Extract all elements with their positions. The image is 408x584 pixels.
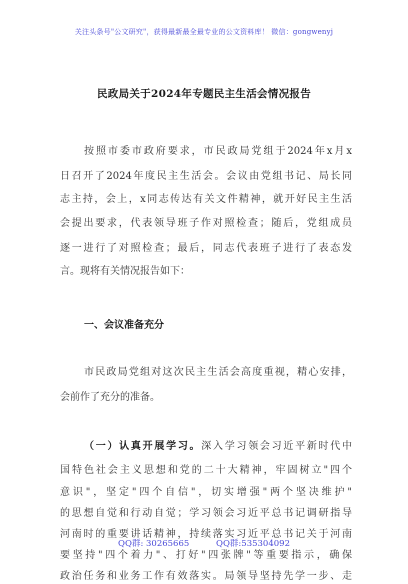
subsection-text: 深入学习领会习近平新时代中 [201, 441, 352, 452]
intro-line: 日召开了2024年度民主生活会。会议由党组书记、局长同 [60, 171, 352, 182]
intro-line: 言。现将有关情况报告如下： [60, 266, 190, 277]
intro-line: 会提出要求，代表领导班子作对照检查；随后，党组成员 [60, 218, 352, 229]
subsection-line: 意识"，坚定"四个自信"，切实增强"两个坚决维护" [60, 487, 352, 498]
intro-line: 志主持，会上，x同志传达有关文件精神，就开好民主生活 [60, 194, 352, 205]
header-banner: 关注头条号"公文研究"，获得最新最全最专业的公文资料库！ 微信：gongwenyj [74, 28, 334, 36]
subsection-heading: （一）认真开展学习。 [84, 441, 202, 452]
footer-contacts [0, 537, 408, 549]
subsection-line: 要坚持"四个着力"、打好"四张牌"等重要指示，确保 [60, 550, 352, 561]
section-line: 会前作了充分的准备。 [60, 392, 160, 403]
subsection-line: 河南时的重要讲话精神，持续落实习近平总书记关于河南 [60, 529, 352, 540]
subsection-line: 国特色社会主义思想和党的二十大精神，牢固树立"四个 [60, 465, 352, 476]
footer-qq-group-2: QQ群:535304092 [216, 539, 290, 549]
subsection-line: 政治任务和业务工作有效落实。局领导坚持先学一步、走 [60, 571, 352, 582]
intro-line: 逐一进行了对照检查；最后，同志代表班子进行了表态发 [60, 243, 352, 254]
footer-qq-group-1: QQ群: 30265665 [118, 539, 190, 549]
document-title: 民政局关于2024年专题民主生活会情况报告 [96, 88, 312, 100]
intro-line: 按照市委市政府要求，市民政局党组于2024年x月x [84, 146, 352, 157]
section-line: 市民政局党组对这次民主生活会高度重视，精心安排， [84, 367, 352, 378]
section-heading: 一、会议准备充分 [84, 320, 164, 331]
subsection-first-line [60, 440, 352, 454]
subsection-line: 的思想自觉和行动自觉；学习领会习近平总书记调研指导 [60, 508, 352, 519]
